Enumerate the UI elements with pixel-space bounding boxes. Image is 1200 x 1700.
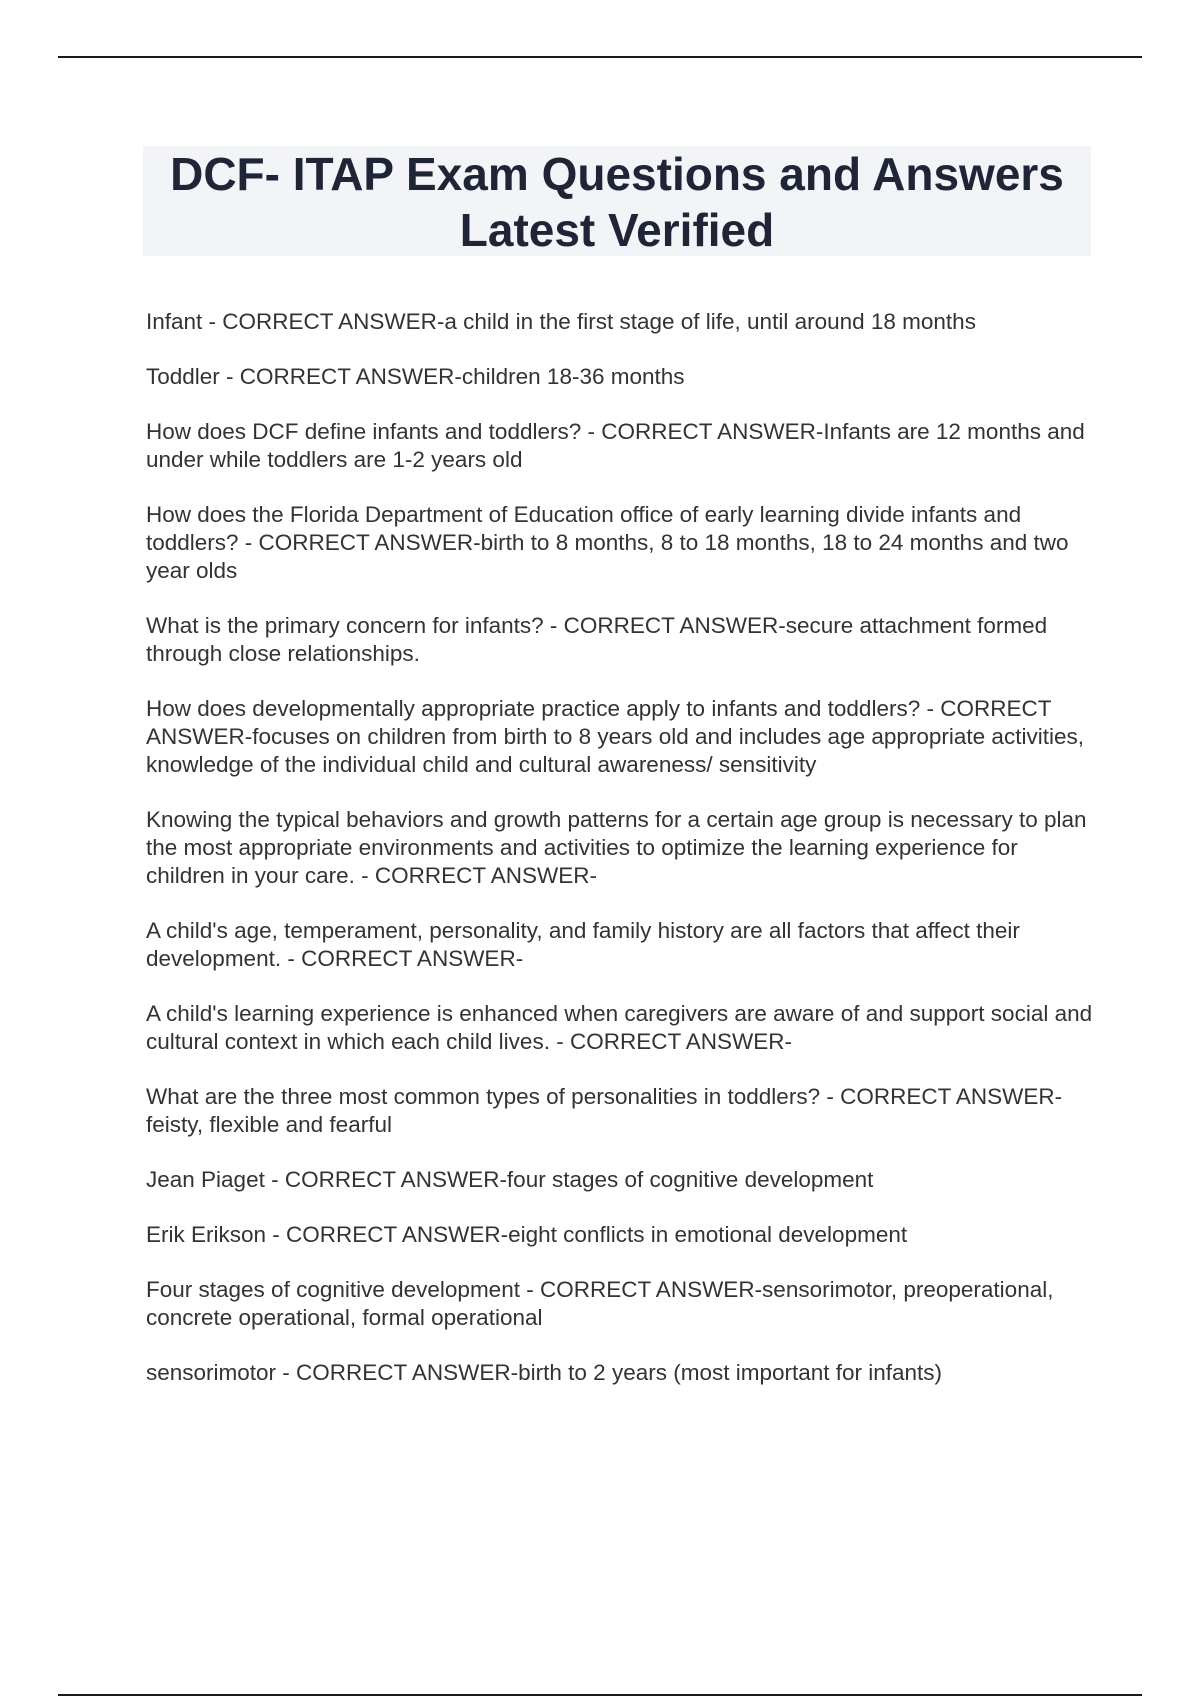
qa-item: How does DCF define infants and toddlers? - CORRECT ANSWER-Infants are 12 months and under while toddlers are 1-2 years old	[146, 419, 1085, 472]
qa-item: A child's learning experience is enhanced when caregivers are aware of and support social and cultural context in which each child lives. - CORRECT ANSWER-	[146, 1001, 1093, 1054]
title-line-1: DCF- ITAP Exam Questions and Answers	[170, 148, 1064, 200]
qa-item: A child's age, temperament, personality, and family history are all factors that affect their development. - CORRECT ANSWER-	[146, 918, 1020, 971]
qa-item: What is the primary concern for infants? - CORRECT ANSWER-secure attachment formed through close relationships.	[146, 613, 1048, 666]
top-rule	[58, 56, 1142, 58]
qa-item: Infant - CORRECT ANSWER-a child in the first stage of life, until around 18 months	[146, 309, 976, 334]
qa-item: Jean Piaget - CORRECT ANSWER-four stages of cognitive development	[146, 1167, 874, 1192]
qa-item: Toddler - CORRECT ANSWER-children 18-36 months	[146, 364, 685, 389]
qa-item: Knowing the typical behaviors and growth patterns for a certain age group is necessary to plan the most appropriate environments and activities to optimize the learning experience for children in your care. - CORRECT ANSWER-	[146, 807, 1087, 888]
qa-item: sensorimotor - CORRECT ANSWER-birth to 2 years (most important for infants)	[146, 1360, 943, 1385]
bottom-rule	[58, 1694, 1142, 1696]
qa-item: Erik Erikson - CORRECT ANSWER-eight conflicts in emotional development	[146, 1222, 908, 1247]
qa-item: How does the Florida Department of Education office of early learning divide infants and toddlers? - CORRECT ANSWER-birth to 8 months, 8 to 18 months, 18 to 24 months and two year olds	[146, 502, 1069, 583]
qa-list	[146, 308, 1096, 1414]
qa-item: Four stages of cognitive development - CORRECT ANSWER-sensorimotor, preoperational, concrete operational, formal operational	[146, 1277, 1054, 1330]
document-title	[143, 146, 1091, 256]
qa-item: What are the three most common types of personalities in toddlers? - CORRECT ANSWER-feisty, flexible and fearful	[146, 1084, 1063, 1137]
title-line-2: Latest Verified	[459, 204, 775, 256]
qa-item: How does developmentally appropriate practice apply to infants and toddlers? - CORRECT ANSWER-focuses on children from birth to 8 years old and includes age appropriate activities, knowledge of the individual child and cultural awareness/ sensitivity	[146, 696, 1084, 777]
